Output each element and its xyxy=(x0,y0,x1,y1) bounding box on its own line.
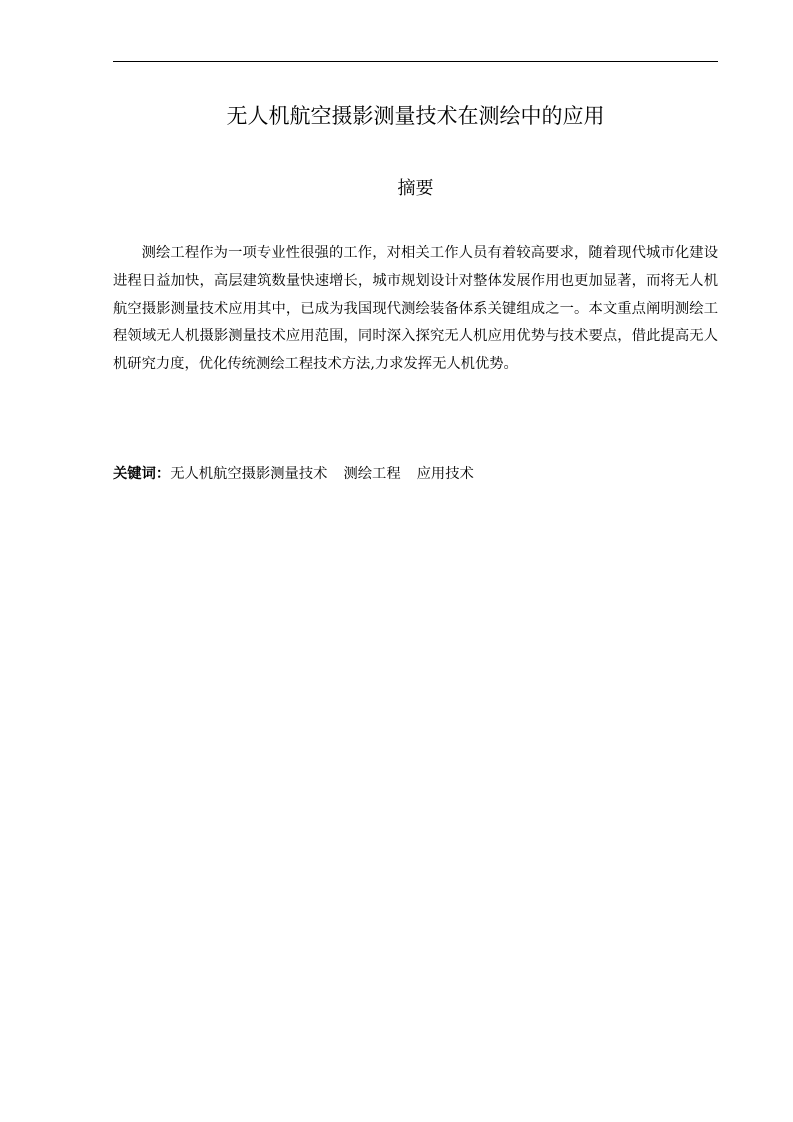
header-rule xyxy=(113,61,718,62)
document-title: 无人机航空摄影测量技术在测绘中的应用 xyxy=(226,104,605,128)
keywords-label: 关键词： xyxy=(113,466,171,482)
abstract-heading: 摘要 xyxy=(397,178,434,199)
keyword-item: 无人机航空摄影测量技术 xyxy=(170,466,328,482)
abstract-body: 测绘工程作为一项专业性很强的工作，对相关工作人员有着较高要求，随着现代城市化建设进程日益加快，高层建筑数量快速增长，城市规划设计对整体发展作用也更加显著，而将无人机航空摄影测量技术应用其中，已成为我国现代测绘装备体系关键组成之一。本文重点阐明测绘工程领域无人机摄影测量技术应用范围，同时深入探究无人机应用优势与技术要点，借此提高无人机研究力度，优化传统测绘工程技术方法,力求发挥无人机优势。 xyxy=(113,245,718,373)
keywords-line xyxy=(113,460,718,488)
keyword-item: 测绘工程 xyxy=(343,466,401,482)
keyword-item: 应用技术 xyxy=(416,466,474,482)
